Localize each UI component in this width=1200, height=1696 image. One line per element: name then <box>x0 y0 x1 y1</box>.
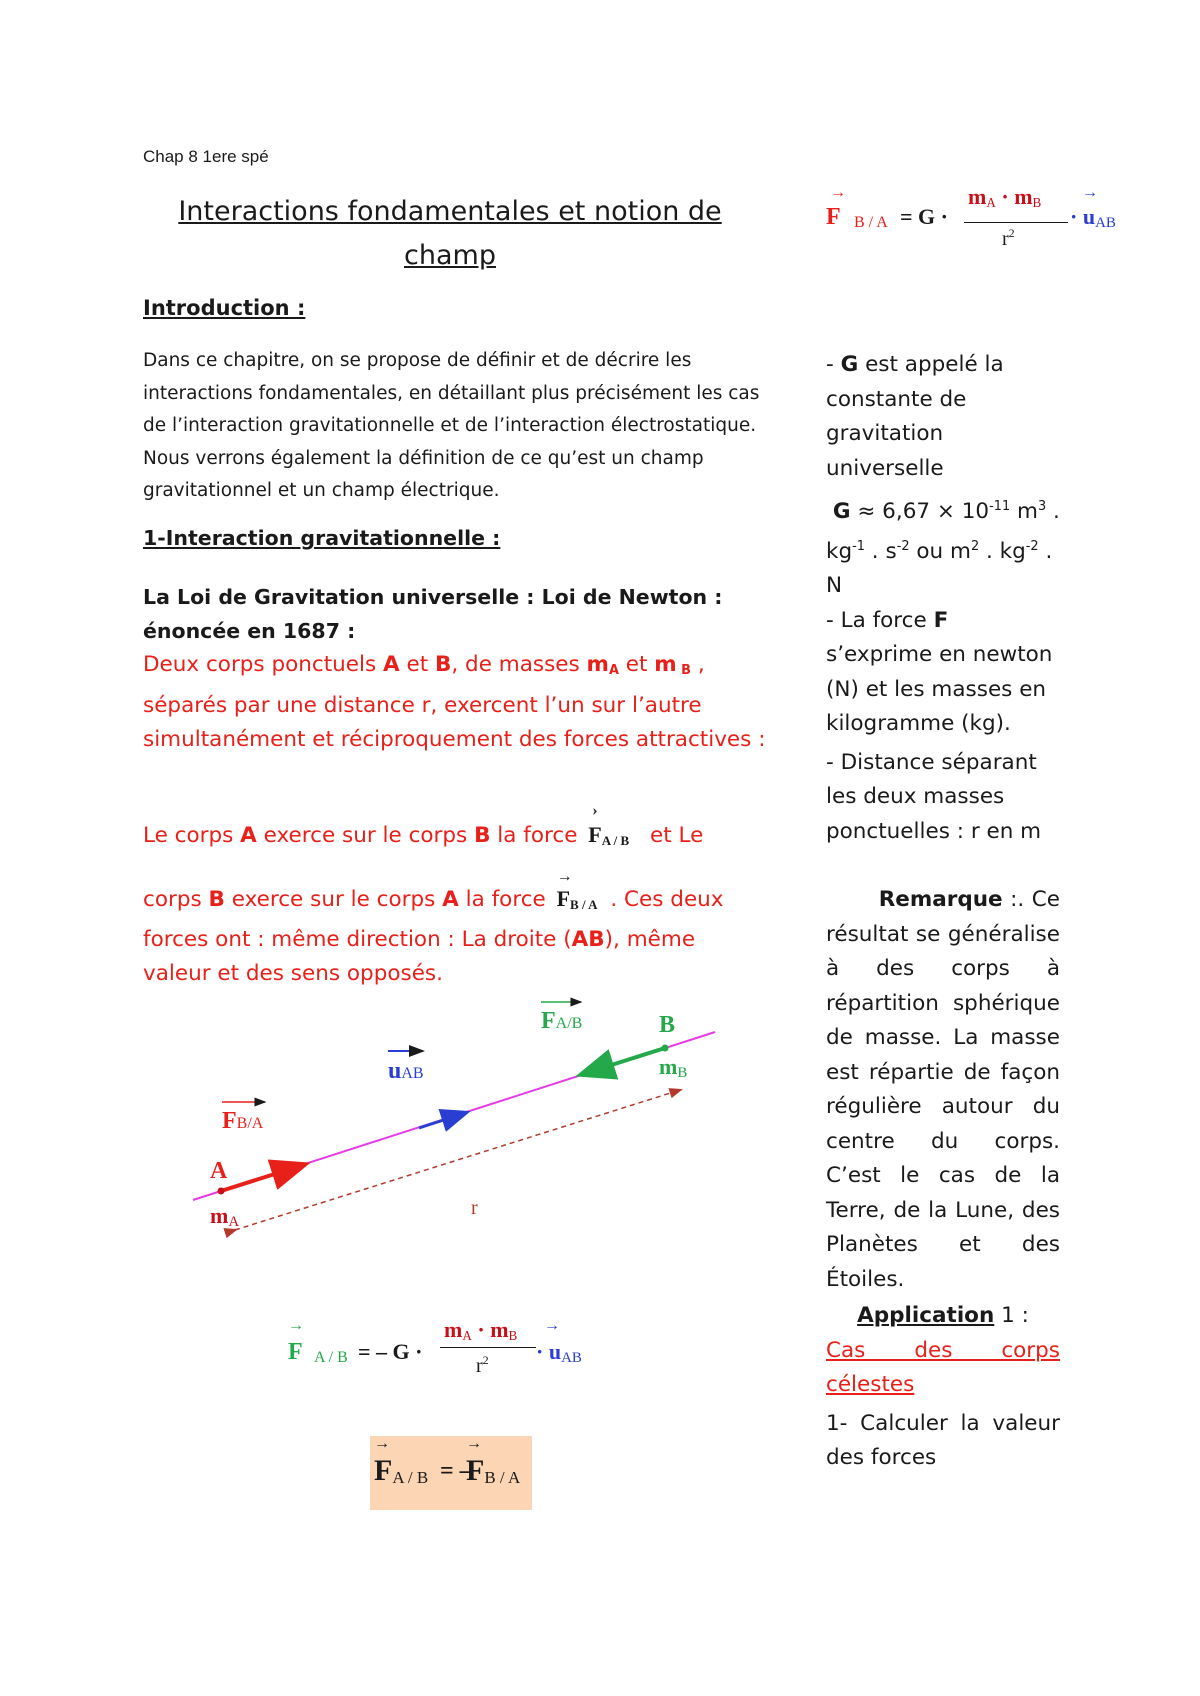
label-b: B <box>659 1012 676 1038</box>
formula-f-a-b: → F A / B = – G · $m_A \cdot m_B$ $r^2$ → · $u_{AB}$ <box>288 1317 582 1377</box>
introduction-text: Dans ce chapitre, on se propose de définir et de décrire les interactions fondamentales, en détaillant plus précisément les cas de l’interaction gravitationnelle et de l’interaction électrostatique. Nous verrons également la définition de ce qu’est un champ gravitationnel et un champ électrique. <box>143 350 760 501</box>
arrow-f-a-b <box>583 1048 665 1074</box>
introduction-heading: Introduction : <box>143 296 306 320</box>
application-case: Cas des corps célestes <box>826 1337 1060 1397</box>
point-b <box>662 1045 669 1052</box>
distance-definition: - Distance séparant les deux masses ponctuelles : r en m <box>826 749 1042 844</box>
remark: Remarque :. Ce résultat se généralise à des corps à répartition sphérique de masse. La masse est répartie de façon régulière autour du centre du corps. C’est le cas de la Terre, de la Lune, des Planètes et des Étoiles. <box>826 887 1060 1292</box>
svg-text:FB/A: FB/A <box>222 1108 264 1134</box>
svg-text:FA/B: FA/B <box>541 1008 583 1034</box>
vector-f-a-b: › $F_{A / B}$ <box>588 802 630 848</box>
arrow-u-ab <box>419 1113 465 1128</box>
svg-text:uAB: uAB <box>388 1058 424 1084</box>
application-heading: Application 1 : <box>857 1303 1029 1328</box>
point-a <box>218 1188 225 1195</box>
application-question: 1- Calculer la valeur des forces <box>826 1410 1060 1470</box>
formula-equal-opposite: → $F_{A / B}$ = – → $F_{B / A}$ <box>370 1436 532 1510</box>
chapter-label: Chap 8 1ere spé <box>143 147 269 166</box>
force-line-a: Le corps A exerce sur le corps B la force › $F_{A / B}$ et Le <box>143 802 704 848</box>
force-line-b: corps B exerce sur le corps A la force → $F_{B / A}$ . Ces deux forces ont : même direction : La droite (AB), même valeur et des sens opposés. <box>143 868 724 986</box>
g-value: $G \approx 6,67 \times 10^{-11}$ $m^3$ . $kg^{-1}$ . $s^{-2}$ ou $m^2$ . $kg^{-2}$ . N <box>826 499 1060 598</box>
label-f-a-b <box>541 1002 582 1034</box>
page-title: Interactions fondamentales et notion de champ <box>178 196 722 271</box>
section1-heading: 1-Interaction gravitationnelle : <box>143 526 501 550</box>
force-unit-definition: - La force F s’exprime en newton (N) et les masses en kilogramme (kg). <box>826 607 1053 736</box>
label-r: r <box>471 1197 478 1219</box>
label-ma: mA <box>210 1203 240 1230</box>
force-diagram <box>175 990 735 1260</box>
g-definition: - G est appelé la constante de gravitation universelle <box>826 352 1004 481</box>
formula-f-b-a: → F B / A = G · $m_A \cdot m_B$ $r^2$ → · $u_{AB}$ <box>826 184 1116 250</box>
right-column <box>826 348 1060 1476</box>
vector-f-b-a: → $F_{B / A}$ <box>556 868 598 912</box>
label-u-ab <box>388 1051 424 1084</box>
distance-r-arrow <box>235 1090 680 1230</box>
label-mb: mB <box>659 1054 688 1081</box>
law-statement: Deux corps ponctuels A et B, de masses $m_A$ et m $_B$ , séparés par une distance r, exercent l’un sur l’autre simultanément et réciproquement des forces attractives : <box>143 652 766 752</box>
label-a: A <box>210 1158 228 1184</box>
arrow-f-b-a <box>221 1165 303 1191</box>
law-heading: La Loi de Gravitation universelle : Loi de Newton : énoncée en 1687 : <box>143 585 723 643</box>
label-f-b-a <box>222 1102 265 1134</box>
